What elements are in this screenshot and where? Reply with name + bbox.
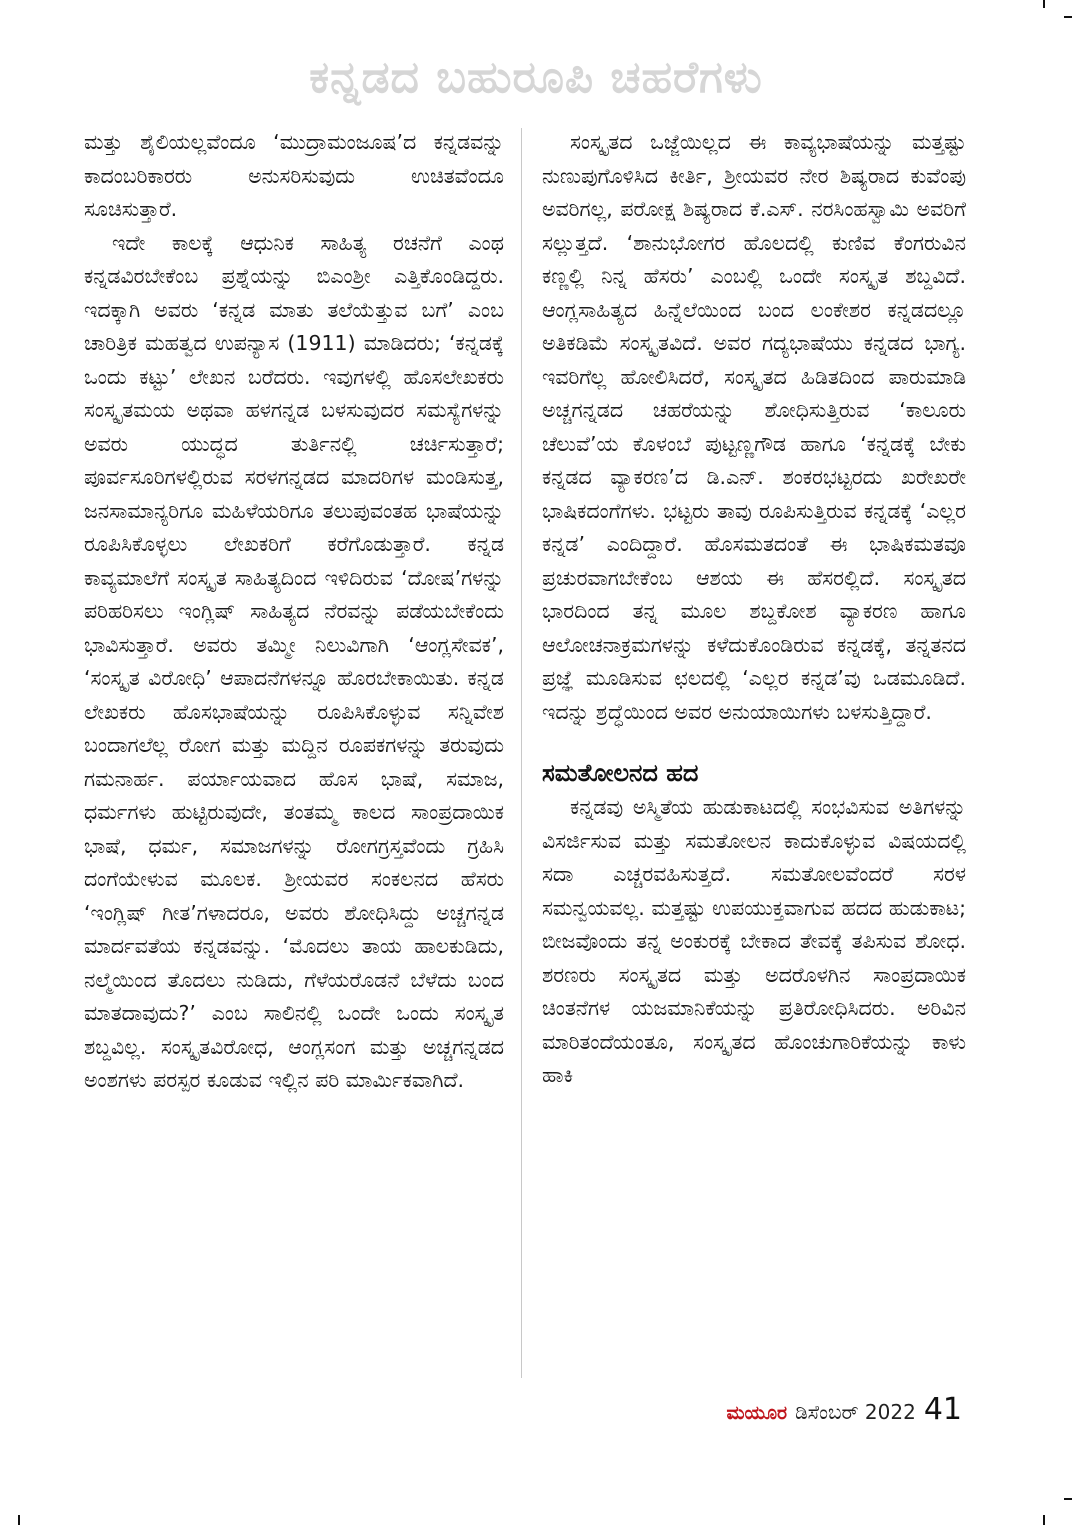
left-paragraph-2: ಇದೇ ಕಾಲಕ್ಕೆ ಆಧುನಿಕ ಸಾಹಿತ್ಯ ರಚನೆಗೆ ಎಂಥ ಕನ್ನಡವಿರಬೇಕೆಂಬ ಪ್ರಶ್ನೆಯನ್ನು ಬಿಎಂಶ್ರೀ ಎತ್ತಿಕೊಂಡಿದ್ದರು. ಇದಕ್ಕಾಗಿ ಅವರು ‘ಕನ್ನಡ ಮಾತು ತಲೆಯೆತ್ತುವ ಬಗೆ’ ಎಂಬ ಚಾರಿತ್ರಿಕ ಮಹತ್ವದ ಉಪನ್ಯಾಸ (1911) ಮಾಡಿದರು; ‘ಕನ್ನಡಕ್ಕೆ ಒಂದು ಕಟ್ಟು’ ಲೇಖನ ಬರೆದರು. ಇವುಗಳಲ್ಲಿ ಹೊಸಲೇಖಕರು ಸಂಸ್ಕೃತಮಯ ಅಥವಾ ಹಳಗನ್ನಡ ಬಳಸುವುದರ ಸಮಸ್ಯೆಗಳನ್ನು ಅವರು ಯುದ್ಧದ ತುರ್ತಿನಲ್ಲಿ ಚರ್ಚಿಸುತ್ತಾರೆ; ಪೂರ್ವಸೂರಿಗಳಲ್ಲಿರುವ ಸರಳಗನ್ನಡದ ಮಾದರಿಗಳ ಮಂಡಿಸುತ್ತ, ಜನಸಾಮಾನ್ಯರಿಗೂ ಮಹಿಳೆಯರಿಗೂ ತಲುಪುವಂತಹ ಭಾಷೆಯನ್ನು ರೂಪಿಸಿಕೊಳ್ಳಲು ಲೇಖಕರಿಗೆ ಕರೆಗೊಡುತ್ತಾರೆ. ಕನ್ನಡ ಕಾವ್ಯಮಾಲೆಗೆ ಸಂಸ್ಕೃತ ಸಾಹಿತ್ಯದಿಂದ ಇಳಿದಿರುವ ‘ದೋಷ’ಗಳನ್ನು ಪರಿಹರಿಸಲು ಇಂಗ್ಲಿಷ್ ಸಾಹಿತ್ಯದ ನೆರವನ್ನು ಪಡೆಯಬೇಕೆಂದು ಭಾವಿಸುತ್ತಾರೆ. ಅವರು ತಮ್ಮೀ ನಿಲುವಿಗಾಗಿ ‘ಆಂಗ್ಲಸೇವಕ’, ‘ಸಂಸ್ಕೃತ ವಿರೋಧಿ’ ಆಪಾದನೆಗಳನ್ನೂ ಹೊರಬೇಕಾಯಿತು. ಕನ್ನಡ ಲೇಖಕರು ಹೊಸಭಾಷೆಯನ್ನು ರೂಪಿಸಿಕೊಳ್ಳುವ ಸನ್ನಿವೇಶ ಬಂದಾಗಲೆಲ್ಲ ರೋಗ ಮತ್ತು ಮದ್ದಿನ ರೂಪಕಗಳನ್ನು ತರುವುದು ಗಮನಾರ್ಹ. ಪರ್ಯಾಯವಾದ ಹೊಸ ಭಾಷೆ, ಸಮಾಜ, ಧರ್ಮಗಳು ಹುಟ್ಟಿರುವುದೇ, ತಂತಮ್ಮ ಕಾಲದ ಸಾಂಪ್ರದಾಯಿಕ ಭಾಷೆ, ಧರ್ಮ, ಸಮಾಜಗಳನ್ನು ರೋಗಗ್ರಸ್ತವೆಂದು ಗ್ರಹಿಸಿ ದಂಗೆಯೇಳುವ ಮೂಲಕ. ಶ್ರೀಯವರ ಸಂಕಲನದ ಹೆಸರು ‘ಇಂಗ್ಲಿಷ್ ಗೀತ’ಗಳಾದರೂ, ಅವರು ಶೋಧಿಸಿದ್ದು ಅಚ್ಚಗನ್ನಡ ಮಾರ್ದವತೆಯ ಕನ್ನಡವನ್ನು. ‘ಮೊದಲು ತಾಯ ಹಾಲಕುಡಿದು, ನಲ್ಮೆಯಿಂದ ತೊದಲು ನುಡಿದು, ಗೆಳೆಯರೊಡನೆ ಬೆಳೆದು ಬಂದ ಮಾತದಾವುದು?’ ಎಂಬ ಸಾಲಿನಲ್ಲಿ ಒಂದೇ ಒಂದು ಸಂಸ್ಕೃತ ಶಬ್ದವಿಲ್ಲ. ಸಂಸ್ಕೃತವಿರೋಧ, ಆಂಗ್ಲಸಂಗ ಮತ್ತು ಅಚ್ಚಗನ್ನಡದ ಅಂಶಗಳು ಪರಸ್ಪರ ಕೂಡುವ ಇಲ್ಲಿನ ಪರಿ ಮಾರ್ಮಿಕವಾಗಿದೆ. [84, 230, 504, 1092]
crop-mark [1043, 0, 1045, 8]
magazine-logo: ಮಯೂರ [726, 1402, 788, 1424]
right-paragraph-1: ಸಂಸ್ಕೃತದ ಒಜ್ಜೆಯಿಲ್ಲದ ಈ ಕಾವ್ಯಭಾಷೆಯನ್ನು ಮತ್ತಷ್ಟು ನುಣುಪುಗೊಳಿಸಿದ ಕೀರ್ತಿ, ಶ್ರೀಯವರ ನೇರ ಶಿಷ್ಯರಾದ ಕುವೆಂಪು ಅವರಿಗಲ್ಲ, ಪರೋಕ್ಷ ಶಿಷ್ಯರಾದ ಕೆ.ಎಸ್. ನರಸಿಂಹಸ್ವಾಮಿ ಅವರಿಗೆ ಸಲ್ಲುತ್ತದೆ. ‘ಶಾನುಭೋಗರ ಹೊಲದಲ್ಲಿ ಕುಣಿವ ಕೆಂಗರುವಿನ ಕಣ್ಣಲ್ಲಿ ನಿನ್ನ ಹೆಸರು’ ಎಂಬಲ್ಲಿ ಒಂದೇ ಸಂಸ್ಕೃತ ಶಬ್ದವಿದೆ. ಆಂಗ್ಲಸಾಹಿತ್ಯದ ಹಿನ್ನೆಲೆಯಿಂದ ಬಂದ ಲಂಕೇಶರ ಕನ್ನಡದಲ್ಲೂ ಅತಿಕಡಿಮೆ ಸಂಸ್ಕೃತವಿದೆ. ಅವರ ಗದ್ಯಭಾಷೆಯು ಕನ್ನಡದ ಭಾಗ್ಯ. ಇವರಿಗೆಲ್ಲ ಹೋಲಿಸಿದರೆ, ಸಂಸ್ಕೃತದ ಹಿಡಿತದಿಂದ ಪಾರುಮಾಡಿ ಅಚ್ಚಗನ್ನಡದ ಚಹರೆಯನ್ನು ಶೋಧಿಸುತ್ತಿರುವ ‘ಕಾಲೂರು ಚೆಲುವೆ’ಯ ಕೊಳಂಬೆ ಪುಟ್ಟಣ್ಣಗೌಡ ಹಾಗೂ ‘ಕನ್ನಡಕ್ಕೆ ಬೇಕು ಕನ್ನಡದ ವ್ಯಾಕರಣ’ದ ಡಿ.ಎನ್. ಶಂಕರಭಟ್ಟರದು ಖರೇಖರೇ ಭಾಷಿಕದಂಗೆಗಳು. ಭಟ್ಟರು ತಾವು ರೂಪಿಸುತ್ತಿರುವ ಕನ್ನಡಕ್ಕೆ ‘ಎಲ್ಲರ ಕನ್ನಡ’ ಎಂದಿದ್ದಾರೆ. ಹೊಸಮತದಂತೆ ಈ ಭಾಷಿಕಮತವೂ ಪ್ರಚುರವಾಗಬೇಕೆಂಬ ಆಶಯ ಈ ಹೆಸರಲ್ಲಿದೆ. ಸಂಸ್ಕೃತದ ಭಾರದಿಂದ ತನ್ನ ಮೂಲ ಶಬ್ದಕೋಶ ವ್ಯಾಕರಣ ಹಾಗೂ ಆಲೋಚನಾಕ್ರಮಗಳನ್ನು ಕಳೆದುಕೊಂಡಿರುವ ಕನ್ನಡಕ್ಕೆ, ತನ್ನತನದ ಪ್ರಜ್ಞೆ ಮೂಡಿಸುವ ಛಲದಲ್ಲಿ ‘ಎಲ್ಲರ ಕನ್ನಡ’ವು ಒಡಮೂಡಿದೆ. ಇದನ್ನು ಶ್ರದ್ಧೆಯಿಂದ ಅವರ ಅನುಯಾಯಿಗಳು ಬಳಸುತ್ತಿದ್ದಾರೆ. [542, 130, 966, 724]
issue-date: ಡಿಸೆಂಬರ್ 2022 [795, 1400, 916, 1424]
crop-mark [18, 1515, 20, 1525]
page-footer [726, 1392, 962, 1427]
page-number: 41 [923, 1392, 962, 1427]
page-header-title: ಕನ್ನಡದ ಬಹುರೂಪಿ ಚಹರೆಗಳು [309, 52, 763, 103]
left-column [84, 126, 504, 1098]
column-divider [521, 128, 522, 1378]
crop-mark [1043, 1515, 1045, 1525]
right-paragraph-2: ಕನ್ನಡವು ಅಸ್ಮಿತೆಯ ಹುಡುಕಾಟದಲ್ಲಿ ಸಂಭವಿಸುವ ಅತಿಗಳನ್ನು ವಿಸರ್ಜಿಸುವ ಮತ್ತು ಸಮತೋಲನ ಕಾದುಕೊಳ್ಳುವ ವಿಷಯದಲ್ಲಿ ಸದಾ ಎಚ್ಚರವಹಿಸುತ್ತದೆ. ಸಮತೋಲವೆಂದರೆ ಸರಳ ಸಮನ್ವಯವಲ್ಲ. ಮತ್ತಷ್ಟು ಉಪಯುಕ್ತವಾಗುವ ಹದದ ಹುಡುಕಾಟ; ಬೀಜವೊಂದು ತನ್ನ ಅಂಕುರಕ್ಕೆ ಬೇಕಾದ ತೇವಕ್ಕೆ ತಪಿಸುವ ಶೋಧ. ಶರಣರು ಸಂಸ್ಕೃತದ ಮತ್ತು ಅದರೊಳಗಿನ ಸಾಂಪ್ರದಾಯಿಕ ಚಿಂತನೆಗಳ ಯಜಮಾನಿಕೆಯನ್ನು ಪ್ರತಿರೋಧಿಸಿದರು. ಅರಿವಿನ ಮಾರಿತಂದೆಯಂತೂ, ಸಂಸ್ಕೃತದ ಹೊಂಚುಗಾರಿಕೆಯನ್ನು ಕಾಳು ಹಾಕಿ [542, 795, 966, 1087]
right-column [542, 126, 966, 1093]
crop-mark [1064, 1498, 1072, 1500]
left-paragraph-1: ಮತ್ತು ಶೈಲಿಯಲ್ಲವೆಂದೂ ‘ಮುದ್ರಾಮಂಜೂಷ’ದ ಕನ್ನಡವನ್ನು ಕಾದಂಬರಿಕಾರರು ಅನುಸರಿಸುವುದು ಉಚಿತವೆಂದೂ ಸೂಚಿಸುತ್ತಾರೆ. [84, 130, 504, 221]
crop-mark [1064, 16, 1072, 18]
section-heading: ಸಮತೋಲನದ ಹದ [542, 759, 699, 787]
